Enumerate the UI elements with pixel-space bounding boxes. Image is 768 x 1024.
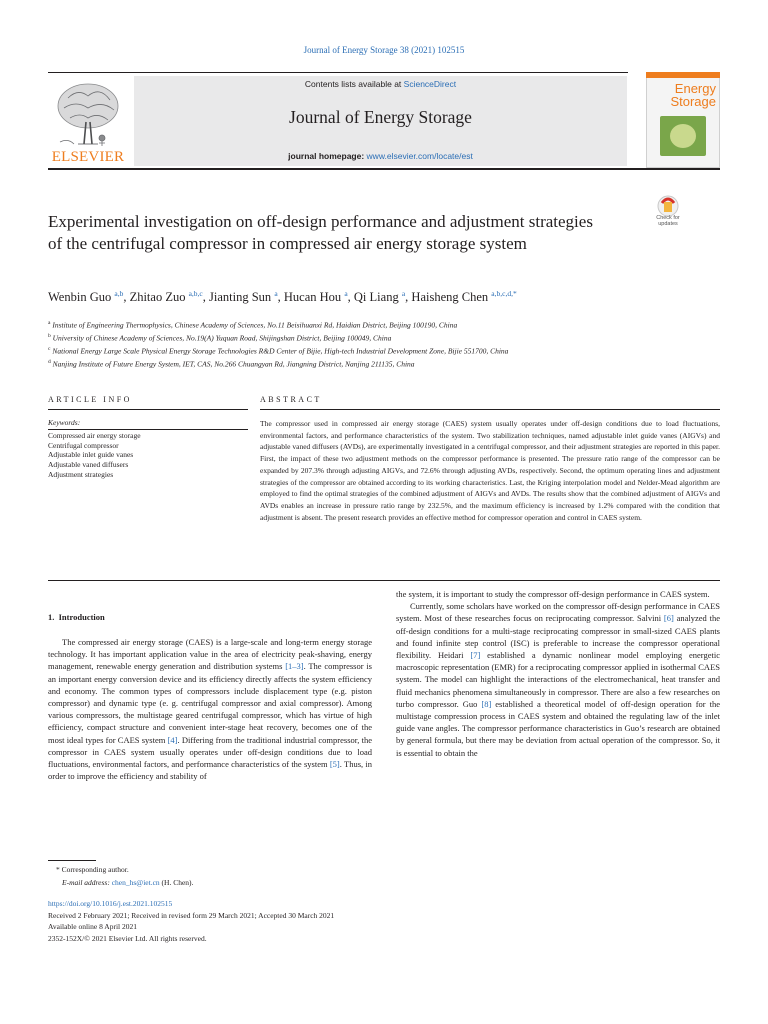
keyword-item: Centrifugal compressor <box>48 440 119 450</box>
text-run: established a dynamic nonlinear model employing energetic macroscopic representation (EMR) for a reciprocating compressor applied in isothermal CAES system. The model can highlight the interactions of the electromechanical, heat transfer and fluid mechanics phenomena simultaneously in compressor. There are also a few researches on turbo compressor. Guo <box>396 650 720 709</box>
journal-name: Journal of Energy Storage <box>289 107 472 127</box>
elsevier-wordmark: ELSEVIER <box>51 149 125 165</box>
author-affiliation-marks[interactable]: a <box>274 289 278 298</box>
copyright-line: 2352-152X/© 2021 Elsevier Ltd. All rights reserved. <box>48 933 207 943</box>
keyword-item: Adjustable inlet guide vanes <box>48 450 134 460</box>
text-run: Currently, some scholars have worked on the compressor off-design performance in CAES system. Most of these researches focus on reciprocating compressor. Salvini <box>396 601 720 624</box>
citation-link[interactable]: [6] <box>663 613 674 624</box>
author-separator: , <box>202 290 210 305</box>
affiliation-list <box>48 318 708 370</box>
intro-paragraph-continued: the system, it is important to study the compressor off-design performance in CAES system. <box>396 589 710 599</box>
masthead-bottom-rule <box>48 168 720 170</box>
citation-link[interactable]: [4] <box>167 734 178 745</box>
received-dates: Received 2 February 2021; Received in revised form 29 March 2021; Accepted 30 March 2021 <box>48 910 335 920</box>
footnote-rule <box>48 860 96 861</box>
journal-cover[interactable] <box>646 72 720 168</box>
intro-paragraph-1 <box>48 636 372 782</box>
affiliation-mark: c <box>48 346 51 352</box>
affiliation-text: Nanjing Institute of Future Energy System, IET, CAS, No.266 Chuangyan Rd, Jiangning District, Nanjing 211135, China <box>52 359 415 369</box>
text-run: The compressed air energy storage (CAES) is a large-scale and long-term energy storage technology. It has important application value in the area of electricity peak-shaving, energy management, renewable energy generation and distribution systems <box>48 637 372 672</box>
body-left-column <box>48 612 372 782</box>
citation-link[interactable]: [5] <box>329 759 340 770</box>
author-name[interactable]: Jianting Sun <box>209 290 272 305</box>
check-updates-line2: updates <box>658 221 678 227</box>
author-separator: , <box>123 290 130 305</box>
keyword-item: Adjustment strategies <box>48 469 114 479</box>
cover-image-detail <box>670 124 696 148</box>
body-right-column <box>396 588 720 759</box>
author-affiliation-marks[interactable]: a <box>344 289 348 298</box>
email-label: E-mail address: <box>62 877 112 887</box>
publication-info <box>48 898 548 944</box>
section-title: Introduction <box>58 612 105 622</box>
author-name[interactable]: Qi Liang <box>353 290 399 305</box>
footnotes <box>48 864 378 889</box>
contents-line <box>134 79 627 89</box>
author-separator: , <box>347 290 354 305</box>
cover-title-line1: Energy <box>674 81 716 96</box>
doi-link[interactable]: https://doi.org/10.1016/j.est.2021.102515 <box>48 899 173 908</box>
author-name[interactable]: Wenbin Guo <box>48 290 112 305</box>
check-for-updates-badge[interactable] <box>648 192 688 232</box>
abstract-heading: ABSTRACT <box>260 395 322 404</box>
affiliation-item <box>48 344 708 357</box>
email-note <box>48 877 378 890</box>
text-run: . The compressor is an important energy conversion device and its efficiency directly affects the system efficiency and economy. The common types of compressors include displacement type (e.g. piston compressor) and dynamic type (e. g. centrifugal compressor and axial compressor). Among various compressors, the multistage geared centrifugal compressor, which has virtue of high efficiency, compact structure and convenient inter-stage heat recovery, becomes one of the most ideal types for CAES system <box>48 661 372 745</box>
affiliation-text: Institute of Engineering Thermophysics, Chinese Academy of Sciences, No.11 Beisihuanxi Rd, Haidian District, Beijing 100190, China <box>52 320 458 330</box>
author-affiliation-marks[interactable]: a,b,c <box>188 289 203 298</box>
section-number: 1. <box>48 612 55 622</box>
email-link[interactable]: chen_hs@iet.cn <box>111 877 160 887</box>
keywords-label: Keywords: <box>48 418 81 427</box>
author-name[interactable]: Zhitao Zuo <box>129 290 186 305</box>
citation-link[interactable]: [1–3] <box>285 661 304 672</box>
affiliation-mark: d <box>48 359 51 365</box>
abstract-text: The compressor used in compressed air energy storage (CAES) system usually operates under off-design conditions due to load fluctuations, environmental factors, and performance characteristics of the system. Two stabilization techniques, named adjustable inlet guide vanes (AIGVs) and adjustable vaned diffusers (AVDs), are experimentally investigated in a centrifugal compressor, and their adjustment strategies are reported in this paper. First, the impact of these two adjustment methods on the compressor performance is presented. The pressure ratio range of the compressor can be expanded by 207.3% through adjusting AIGVs, and 72.6% through adjusting AVDs, respectively. Second, the optimum operating lines and adjustment strategies of the compressor are obtained according to its working characteristics. Last, the Kriging interpolation model and Nelder-Mead algorithm are employed to find the optimal strategies of the combined adjustment of AIGVs and AVDs. The results show that the combined adjustment of AIGVs and AVDs enables an increase in pressure ratio range by 232.5%, and the maximum efficiency is increased by 1.2% compared with the condition that adjustment is absent. The present research provides an effective method for compressor operation and control in CAES system. <box>260 419 720 522</box>
author-list <box>48 289 708 305</box>
author-affiliation-marks[interactable]: a <box>401 289 406 298</box>
author-affiliation-marks[interactable]: a,b,c,d,* <box>491 289 517 298</box>
author-name[interactable]: Hucan Hou <box>283 290 342 305</box>
contents-prefix: Contents lists available at <box>304 79 404 89</box>
text-run: analyzed the off-design conditions for a multi-stage reciprocating compressor in small-sized CAES plants and found infinite step control (ISC) is preferable to increase the compressor operational flexibility. Heidari <box>396 613 720 661</box>
corresponding-author-note: * Corresponding author. <box>56 865 129 874</box>
check-updates-line1: Check for <box>656 215 680 221</box>
email-suffix: (H. Chen). <box>159 877 194 887</box>
keyword-item: Compressed air energy storage <box>48 430 141 440</box>
abstract-rule <box>260 409 720 410</box>
citation-link[interactable]: [7] <box>470 650 481 661</box>
affiliation-item <box>48 357 708 370</box>
affiliation-text: National Energy Large Scale Physical Energy Storage Technologies R&D Center of Bijie, High-tech Industrial Development Zone, Bijie 551700, China <box>52 346 509 356</box>
keywords-block <box>48 418 248 480</box>
cover-title <box>650 82 716 108</box>
masthead-top-rule <box>48 72 628 73</box>
affiliation-item <box>48 318 708 331</box>
homepage-label: journal homepage: <box>288 151 367 161</box>
available-online: Available online 8 April 2021 <box>48 922 138 931</box>
intro-paragraph-2 <box>396 600 720 759</box>
article-title: Experimental investigation on off-design performance and adjustment strategies of the centrifugal compressor in compressed air energy storage system <box>48 212 593 253</box>
front-matter-rule <box>48 580 720 581</box>
keyword-item: Adjustable vaned diffusers <box>48 460 129 470</box>
homepage-link[interactable]: www.elsevier.com/locate/est <box>366 151 473 161</box>
affiliation-item <box>48 331 708 344</box>
author-separator: , <box>277 290 284 305</box>
article-info-heading: ARTICLE INFO <box>48 395 132 404</box>
homepage-line <box>134 151 627 161</box>
text-run: established a theoretical model of off-design operation for the multistage compression process in CAES system and obtained the regulating law of the inlet guide vane angles. The compressor performance characteristics in Guo’s research are obtained by general formula, but there may be deviation from actual operation of the compressor. So, it is essential to obtain the <box>396 698 720 758</box>
affiliation-text: University of Chinese Academy of Sciences, No.19(A) Yuquan Road, Shijingshan District, Beijing 100049, China <box>52 333 392 343</box>
text-run: . Differing from the traditional industrial compressor, the compressor in CAES system usually operates under off-design conditions due to load fluctuations, environmental factors, and performance characteristics of the system <box>48 734 372 770</box>
article-info-rule <box>48 409 248 410</box>
running-head[interactable]: Journal of Energy Storage 38 (2021) 102515 <box>303 45 465 55</box>
section-heading-introduction <box>48 612 372 622</box>
cover-title-line2: Storage <box>670 94 716 109</box>
affiliation-mark: b <box>48 333 51 339</box>
author-name[interactable]: Haisheng Chen <box>411 290 489 305</box>
sciencedirect-link[interactable]: ScienceDirect <box>403 79 457 89</box>
author-separator: , <box>405 290 412 305</box>
keywords-rule <box>48 429 248 430</box>
text-run: . Thus, in order to improve the efficiency and stability of <box>48 759 372 782</box>
author-affiliation-marks[interactable]: a,b <box>114 289 124 298</box>
citation-link[interactable]: [8] <box>481 698 492 709</box>
affiliation-mark: a <box>48 320 51 326</box>
